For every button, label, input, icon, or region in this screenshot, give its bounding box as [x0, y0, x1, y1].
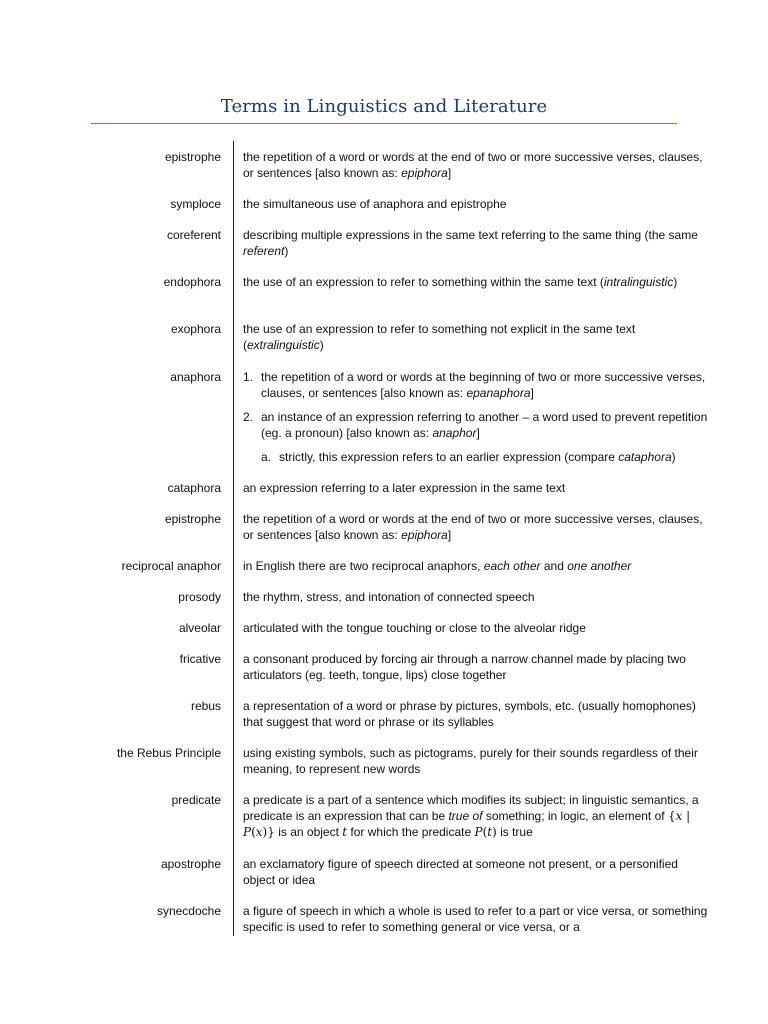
definition-text-end: )	[284, 244, 289, 258]
definition-text: an exclamatory figure of speech directed at someone not present, or a personified object or idea	[243, 857, 678, 887]
definition-text: a figure of speech in which a whole is used to refer to a part or vice versa, or something specific is used to refer to something general or vice versa, or a	[243, 904, 708, 934]
definition-italic: one another	[567, 559, 632, 573]
entry-definition	[243, 321, 713, 353]
entry-definition	[243, 511, 713, 543]
set-predicate: P	[243, 825, 252, 839]
entry-definition	[243, 274, 713, 290]
entry-term: epistrophe	[164, 150, 221, 164]
set-close-brace: }	[267, 825, 275, 839]
item-italic: anaphor	[432, 426, 477, 440]
item-letter: a.	[261, 450, 272, 464]
definition-text-end: is true	[496, 825, 533, 839]
definition-text: a consonant produced by forcing air through a narrow channel made by placing two articulators (eg. teeth, tongue, lips) close together	[243, 652, 686, 682]
entry-term: alveolar	[178, 621, 221, 635]
definition-italic: epiphora	[401, 166, 448, 180]
entry-definition	[243, 558, 713, 574]
item-number: 1.	[243, 370, 254, 384]
set-open-brace: {	[667, 809, 676, 823]
definition-italic: referent	[243, 244, 285, 258]
set-paren-close: )	[262, 825, 268, 839]
item-text-end: ]	[476, 426, 480, 440]
entry-term: endophora	[163, 275, 221, 289]
entry-definition	[243, 792, 713, 840]
numbered-item-2	[243, 409, 713, 441]
definition-italic: each other	[483, 559, 541, 573]
definition-text-mid: something; in logic, an element of	[482, 809, 668, 823]
definition-italic: extralinguistic	[247, 338, 320, 352]
entry-definition	[243, 589, 713, 605]
entry-definition	[243, 620, 713, 636]
entry-term: fricative	[179, 652, 221, 666]
numbered-item-1	[243, 369, 713, 401]
definition-text: an expression referring to a later expression in the same text	[243, 481, 566, 495]
entry-definition	[243, 196, 713, 212]
item-number: 2.	[243, 410, 254, 424]
entry-term: epistrophe	[164, 512, 221, 526]
item-text-end: ]	[530, 386, 534, 400]
entry-definition	[243, 903, 713, 935]
set-variable: x	[675, 809, 683, 823]
entry-definition	[243, 745, 713, 777]
lettered-item-a	[243, 449, 713, 465]
entry-term: reciprocal anaphor	[121, 559, 221, 573]
definition-text: a representation of a word or phrase by pictures, symbols, etc. (usually homophones) that suggest that word or phrase or its syllables	[243, 699, 696, 729]
definition-text-end: ]	[447, 528, 452, 542]
predicate-name: P	[474, 825, 483, 839]
set-paren-open: (	[251, 825, 256, 839]
entry-term: predicate	[171, 793, 221, 807]
predicate-argument: t	[487, 825, 493, 839]
entry-term: anaphora	[170, 370, 221, 384]
definition-text: a predicate is a part of a sentence which modifies its subject; in linguistic semantics, a predicate is an expression that can be	[243, 793, 699, 823]
definition-text: the use of an expression to refer to something not explicit in the same text (	[243, 322, 636, 352]
entry-definition	[243, 149, 713, 181]
definition-text-after-set: is an object	[274, 825, 343, 839]
definition-italic: true of	[448, 809, 483, 823]
entry-term: synecdoche	[156, 904, 221, 918]
item-italic: cataphora	[618, 450, 672, 464]
predicate-paren-close: )	[492, 825, 497, 839]
set-argument: x	[255, 825, 263, 839]
item-text: strictly, this expression refers to an earlier expression (compare	[279, 450, 619, 464]
item-text-end: )	[671, 450, 676, 464]
definition-text: articulated with the tongue touching or close to the alveolar ridge	[243, 621, 586, 635]
definition-text: the use of an expression to refer to something within the same text (	[243, 275, 604, 289]
definition-text-end: )	[319, 338, 324, 352]
definition-text-end: )	[673, 275, 678, 289]
definition-text-end: ]	[447, 166, 452, 180]
definition-italic: epiphora	[401, 528, 448, 542]
entry-term: prosody	[178, 590, 221, 604]
definition-text: the repetition of a word or words at the end of two or more successive verses, clauses, or sentences [also known as:	[243, 150, 703, 180]
entry-term: cataphora	[167, 481, 221, 495]
definition-text-mid: and	[540, 559, 568, 573]
entry-definition	[243, 698, 713, 730]
item-text: an instance of an expression referring to another – a word used to prevent repetition (eg. a pronoun) [also known as:	[261, 410, 708, 440]
definition-text: using existing symbols, such as pictograms, purely for their sounds regardless of their meaning, to represent new words	[243, 746, 698, 776]
definition-italic: intralinguistic	[603, 275, 674, 289]
entry-term: rebus	[190, 699, 221, 713]
predicate-paren-open: (	[482, 825, 488, 839]
entry-definition	[243, 480, 713, 496]
entry-definition	[243, 856, 713, 888]
set-bar: |	[682, 809, 691, 823]
entry-term: the Rebus Principle	[116, 746, 221, 760]
entry-term: symploce	[170, 197, 221, 211]
entry-term: exophora	[170, 322, 221, 336]
entry-definition	[243, 651, 713, 683]
object-variable: t	[342, 825, 348, 839]
entry-term: apostrophe	[160, 857, 221, 871]
definition-text-after-t: for which the predicate	[347, 825, 475, 839]
entry-definition	[243, 369, 713, 465]
definition-text: the simultaneous use of anaphora and epistrophe	[243, 197, 507, 211]
entry-term: coreferent	[166, 228, 221, 242]
definition-text: describing multiple expressions in the same text referring to the same thing (the same	[243, 228, 698, 242]
definition-text: in English there are two reciprocal anaphors,	[243, 559, 484, 573]
item-text: the repetition of a word or words at the beginning of two or more successive verses, clauses, or sentences [also known as:	[261, 370, 706, 400]
definition-text: the rhythm, stress, and intonation of connected speech	[243, 590, 535, 604]
definition-text: the repetition of a word or words at the end of two or more successive verses, clauses, or sentences [also known as:	[243, 512, 703, 542]
entry-definition	[243, 227, 713, 259]
page-title: Terms in Linguistics and Literature	[220, 96, 548, 117]
item-italic: epanaphora	[466, 386, 531, 400]
